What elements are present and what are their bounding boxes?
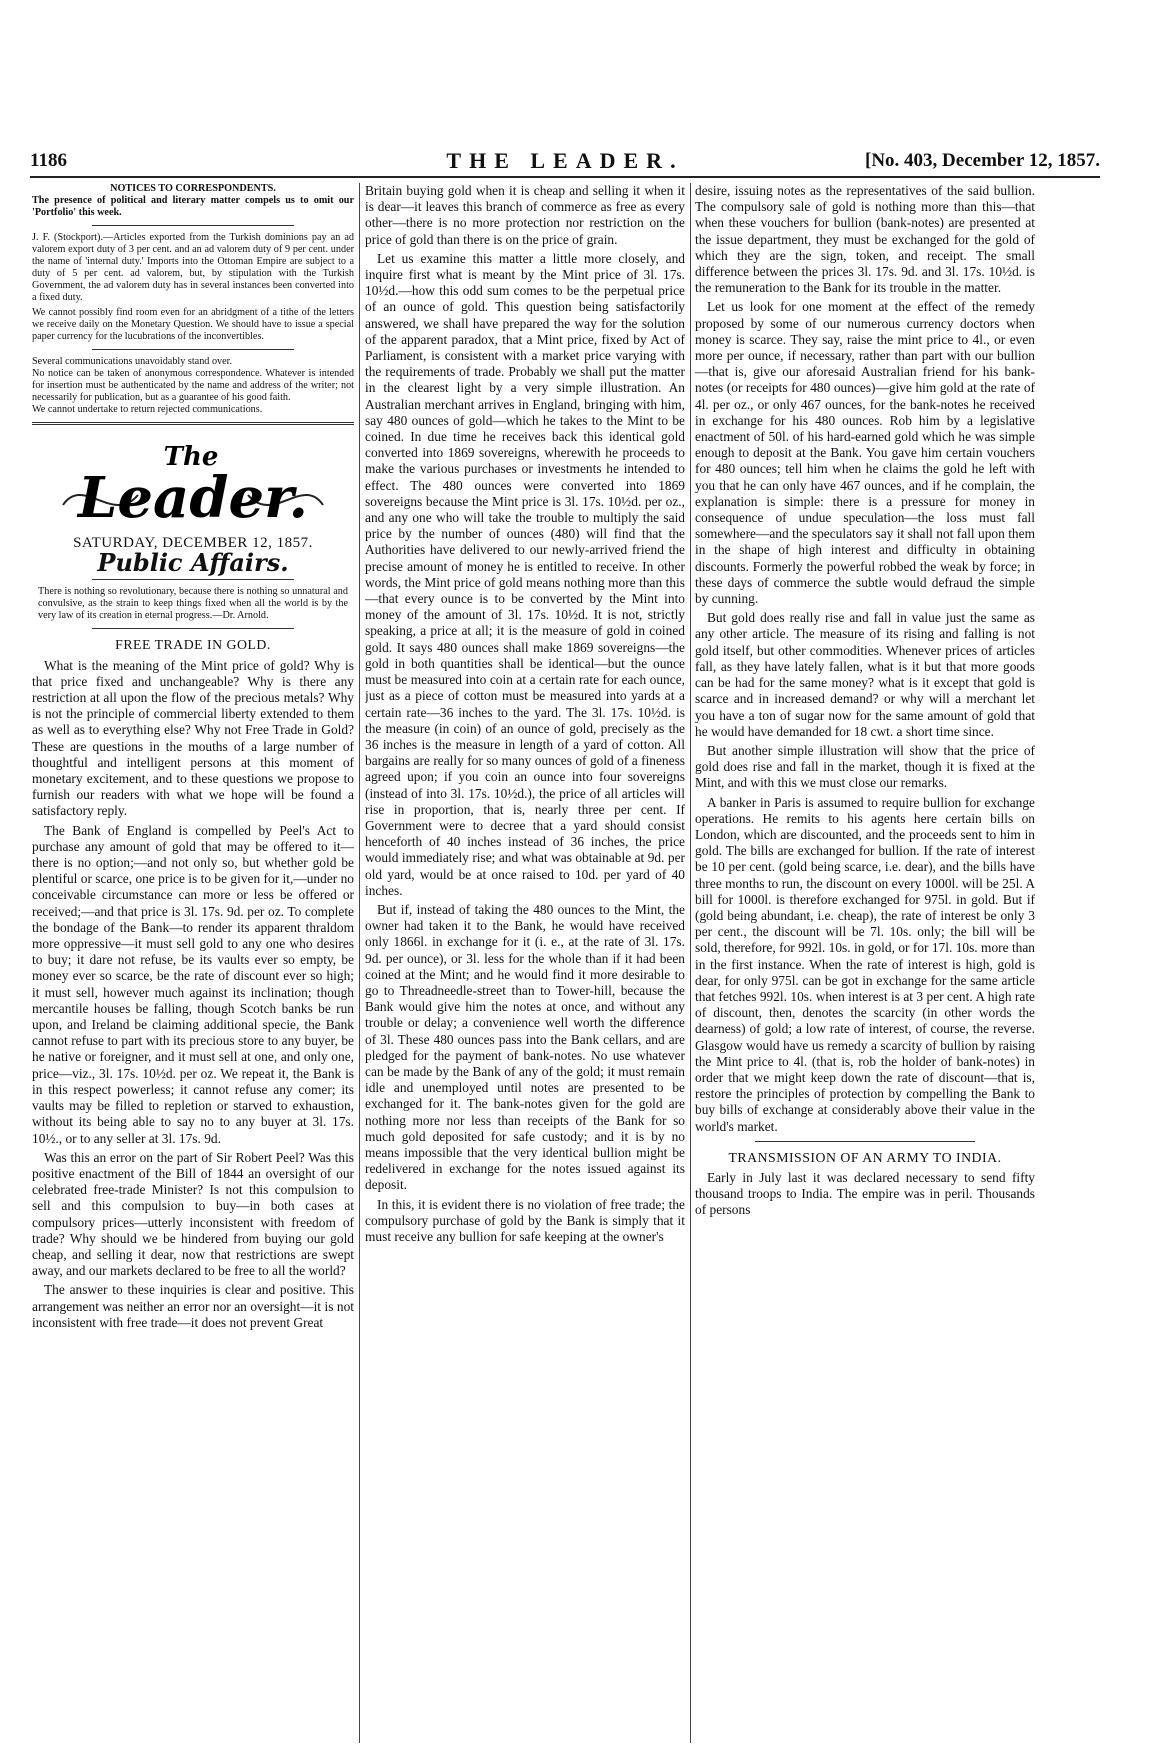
article-paragraph: But another simple illustration will show that the price of gold does rise and fall in the market, though it is fixed at the Mint, and with this we must close our remarks.: [695, 742, 1035, 791]
article-title: FREE TRADE IN GOLD.: [115, 637, 271, 653]
notice-line: No notice can be taken of anonymous correspondence. Whatever is intended for insertion must be authenticated by the name and address of the writer; not necessarily for publication, but as a guarantee of his good faith.: [32, 368, 354, 403]
article-paragraph: Early in July last it was declared necessary to send fifty thousand troops to India. The empire was in peril. Thousands of persons: [695, 1169, 1035, 1218]
separator: [92, 579, 294, 580]
masthead-the: The: [163, 442, 219, 472]
newspaper-title: THE LEADER.: [446, 148, 684, 173]
column-divider: [359, 183, 360, 1743]
epigraph: There is nothing so revolutionary, because there is nothing so unnatural and convulsive, as the strain to keep things fixed when all the world is by the very law of its creation in eternal progress.—Dr. Arnold.: [38, 586, 348, 622]
notice-item: J. F. (Stockport).—Articles exported from the Turkish dominions pay an ad valorem export duty of 3 per cent. and an ad valorem duty of 9 per cent. under the name of 'internal duty.' Imports into the Ottoman Empire are subject to a duty of 5 per cent. ad valorem, but, by stipulation with the Turkish Government, the ad valorem duty has in several instances been converted into a fixed duty.: [32, 232, 354, 303]
page-number: 1186: [30, 150, 67, 171]
masthead-logo: [43, 435, 343, 531]
page-header: [30, 150, 1100, 176]
column-2: [365, 183, 685, 1743]
article-paragraph: Let us examine this matter a little more closely, and inquire first what is meant by the Mint price of 3l. 17s. 10½d.—how this odd sum comes to be the perpetual price of an ounce of gold. This question being satisfactorily answered, we shall have prepared the way for the solution of the apparent paradox, that a Mint price, fixed by Act of Parliament, is consistent with a market price varying with the requirements of trade. Probably we shall put the matter in the clearest light by a very simple illustration. An Australian merchant arrives in England, bringing with him, say 480 ounces of gold—which he takes to the Mint to be coined. In due time he receives back this identical gold converted into 1869 sovereigns, wherewith he proceeds to make the various purchases or investments he intended to effect. The 480 ounces were converted into 1869 sovereigns because the Mint price is 3l. 17s. 10½d. per oz., and any one who will take the trouble to multiply the said price by the number of ounces (480) will find that the Authorities have delivered to our newly-arrived friend the precise amount of money he is entitled to receive. In other words, the Mint price of gold means nothing more than this—that every ounce is to be converted by the Mint into money of the amount of 3l. 17s. 10½d. It is not, strictly speaking, a price at all; it is the measure of gold in coined gold. It says 480 ounces shall make 1869 sovereigns—the gold in both quantities shall be identical—but the ounce must be measured into coin at a certain rate for each ounce, just as a piece of cotton must be measured into yards at a certain rate—36 inches to the yard. The 3l. 17s. 10½d. is the measure (in coin) of an ounce of gold, precisely as the 36 inches is the measure in length of a yard of cotton. All bargains are really for so many ounces of gold of a fineness agreed upon; if you coin an ounce into four sovereigns (instead of into 3l. 17s. 10½d.), the price of all articles will rise in proportion, that is, nearly three per cent. If Government were to decree that a yard should consist henceforth of 40 inches instead of 36 inches, the price would immediately rise; and what was obtainable at 9d. per old yard, would be at once raised to 10d. per yard of 40 inches.: [365, 250, 685, 898]
header-rule: [30, 176, 1100, 178]
separator: [92, 628, 294, 629]
separator: [92, 349, 294, 350]
notices-heading: NOTICES TO CORRESPONDENTS.: [110, 183, 276, 194]
column-1: [32, 183, 354, 1743]
notices-intro: The presence of political and literary matter compels us to omit our 'Portfolio' this week.: [32, 195, 354, 218]
article-paragraph: What is the meaning of the Mint price of gold? Why is that price fixed and unchangeable? Why is there any restriction at all upon the flow of the precious metals? Why is not the principle of commercial liberty extended to them as well as to everything else? Why not Free Trade in Gold? These are questions in the mouths of a large number of thoughtful and intelligent persons at this moment of monetary excitement, and to these questions we propose to furnish our readers with what we hope will be found a satisfactory reply.: [32, 657, 354, 819]
notice-item: We cannot possibly find room even for an abridgment of a tithe of the letters we receive daily on the Monetary Question. We should have to issue a special paper currency for the lucubrations of the inconvertibles.: [32, 307, 354, 342]
article-paragraph: Let us look for one moment at the effect of the remedy proposed by some of our numerous currency doctors when money is scarce. They say, raise the mint price to 4l., or even more per ounce, if necessary, rather than part with our bullion—that is, give our aforesaid Australian friend for his bank-notes (or receipts for 480 ounces)—give him gold at the rate of 4l. per oz., or only 467 ounces, for the bank-notes he received in exchange for his 480 ounces. Rob him by a legislative enactment of 50l. of his hard-earned gold which he was simple enough to deposit at the Bank. You gave him certain vouchers for 480 ounces; tell him when he claims the gold he left with you that he can only have 467 ounces, and if he complain, the explanation is simple: there is a pressure for money in consequence of undue speculation—the loss must fall somewhere—and the speculators say it shall not fall upon them in the shape of high interest and difficulty in obtaining discounts. Formerly the powerful robbed the weak by force; in these days of commerce the subtle would defraud the simple by cunning.: [695, 299, 1035, 607]
article-paragraph: The Bank of England is compelled by Peel's Act to purchase any amount of gold that may be offered to it—there is no option;—and not only so, but whether gold be plentiful or scarce, one price is to be given for it,—under no conceivable circumstance can more or less be offered or received;—and that price is 3l. 17s. 9d. per oz. To complete the bondage of the Bank—to render its apparent thraldom more oppressive—it must sell gold to any one who desires to buy; it dare not refuse, be its vaults ever so empty, be money ever so scarce, be the rate of discount ever so high; it must sell, however much against its inclination; though mercantile houses be falling, though Scotch banks be run upon, and Ireland be claiming additional specie, the Bank cannot refuse to part with its precious store to any buyer, be he native or foreigner, and it must sell at one, and only one, price—viz., 3l. 17s. 10½d. per oz. We repeat it, the Bank is in this respect powerless; it cannot refuse any comer; its vaults may be filled to repletion or starved to exhaustion, without its being able to say no to any buyer at 3l. 17s. 10½., or to any seller at 3l. 17s. 9d.: [32, 822, 354, 1146]
separator: [755, 1141, 975, 1142]
masthead: [32, 435, 354, 531]
notice-line: Several communications unavoidably stand over.: [32, 356, 233, 367]
column-3: [695, 183, 1035, 1743]
notice-line: We cannot undertake to return rejected communications.: [32, 404, 263, 415]
issue-info: [No. 403, December 12, 1857.: [865, 150, 1100, 171]
article-paragraph: But gold does really rise and fall in value just the same as any other article. The measure of its rising and falling is not gold itself, but other commodities. Whenever prices of articles fall, as they have lately fallen, what is it but that more goods can be had for the same money? what is it except that gold is scarce and in increased demand? or why will a merchant let you have a ton of sugar now for the same amount of gold that he would have demanded for 18 cwt. a short time since.: [695, 610, 1035, 739]
article-paragraph: A banker in Paris is assumed to require bullion for exchange operations. He remits to his agents here certain bills on London, which are discounted, and the proceeds sent to him in gold. The bills are exchanged for bullion. If the rate of interest be 10 per cent. (gold being scarce, i.e. dear), and the bills have three months to run, the discount on every 1000l. will be 25l. A bill for 1000l. is therefore exchanged for 975l. in gold. But if (gold being abundant, i.e. cheap), the rate of interest be only 3 per cent., the discount will be 7l. 10s. only; the bill will be sold, therefore, for 992l. 10s. in gold, or for 17l. 10s. more than in the first instance. When the rate of interest is high, gold is dear, for only 975l. can be got in exchange for the same article that fetches 992l. 10s. when interest is at 3 per cent. A high rate of discount, then, denotes the scarcity (in other words the dearness) of gold; a low rate of interest, of course, the reverse. Glasgow would have us remedy a scarcity of bullion by raising the Mint price to 4l. (that is, rob the holder of bank-notes) in order that we might keep down the rate of discount—that is, restore the principles of protection by compelling the Bank to buy bills of exchange at considerably above their value in the world's market.: [695, 794, 1035, 1134]
article-title-2: TRANSMISSION OF AN ARMY TO INDIA.: [728, 1149, 1002, 1165]
article-paragraph: In this, it is evident there is no violation of free trade; the compulsory purchase of gold by the Bank is simply that it must receive any bullion for safe keeping at the owner's: [365, 1196, 685, 1244]
column-divider: [690, 183, 691, 1743]
double-rule: [32, 422, 354, 425]
masthead-date: SATURDAY, DECEMBER 12, 1857.: [73, 535, 313, 551]
separator: [92, 225, 294, 226]
section-title: Public Affairs.: [97, 548, 289, 578]
masthead-name: Leader.: [78, 465, 308, 531]
article-paragraph: desire, issuing notes as the representatives of the said bullion. The compulsory sale of gold is nothing more than this—that when these vouchers for bullion (bank-notes) are presented at the issue department, they must be exchanged for the gold of which they are the sign, token, and receipt. The small difference between the prices 3l. 17s. 9d. and 3l. 17s. 10½d. is the remuneration to the Bank for its trouble in the matter.: [695, 183, 1035, 296]
article-paragraph: The answer to these inquiries is clear and positive. This arrangement was neither an error nor an oversight—it is not inconsistent with free trade—it does not prevent Great: [32, 1282, 354, 1330]
article-paragraph: Was this an error on the part of Sir Robert Peel? Was this positive enactment of the Bill of 1844 an oversight of our celebrated free-trade Minister? Is not this compulsion to sell and this compulsion to buy—in both cases at compulsory prices—utterly inconsistent with freedom of trade? Why should we be hindered from buying our gold cheap, and selling it dear, now that restrictions are swept away, and our markets declared to be free to all the world?: [32, 1149, 354, 1279]
article-paragraph: But if, instead of taking the 480 ounces to the Mint, the owner had taken it to the Bank, he would have received only 1866l. in exchange for it (i. e., at the rate of 3l. 17s. 9d. per ounce), or 3l. less for the whole than if it had been coined at the Mint; and he would find it more desirable to go to Threadneedle-street than to Tower-hill, because the Bank would give him the notes at once, and without any trouble or delay; a convenience well worth the difference of 3l. These 480 ounces pass into the Bank cellars, and are pledged for the payment of bank-notes. No use whatever can be made by the Bank of any of the gold; it must remain idle and unemployed until notes are presented to be exchanged for it. The bank-notes given for the gold are nothing more nor less than receipts of the Bank for so much gold deposited for safe custody; and it is by no means impossible that the very identical bullion might be redelivered in exchange for the notes issued against its deposit.: [365, 901, 685, 1193]
article-paragraph: Britain buying gold when it is cheap and selling it when it is dear—it leaves this branch of commerce as free as every other—there is no more protection nor restriction on the price of gold than there is on the price of grain.: [365, 183, 685, 247]
